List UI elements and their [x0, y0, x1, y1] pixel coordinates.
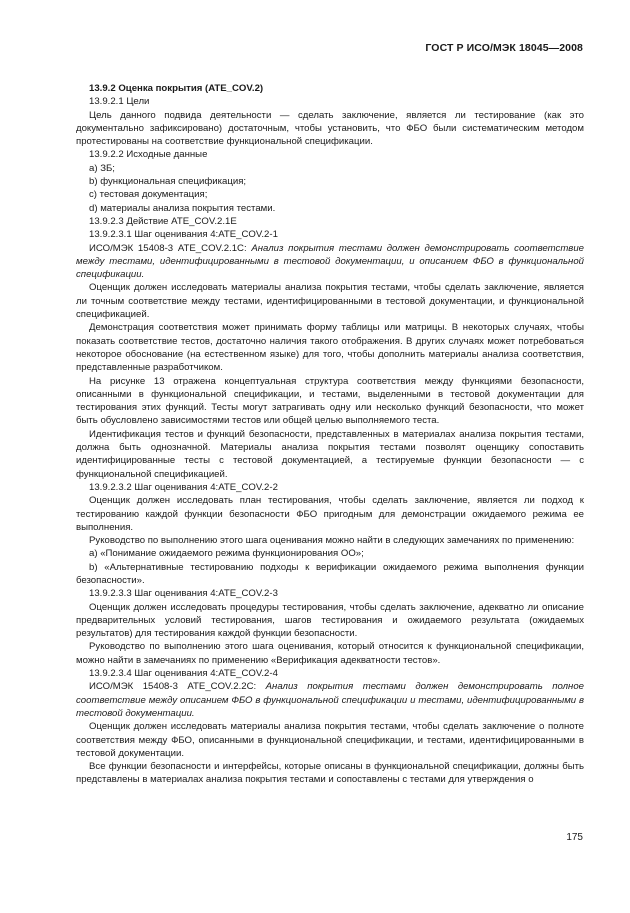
subsection-heading: 13.9.2.2 Исходные данные — [89, 149, 208, 161]
document-body — [76, 82, 584, 787]
section-title: 13.9.2 Оценка покрытия (ATE_COV.2) — [89, 83, 264, 94]
subsection-heading: 13.9.2.1 Цели — [89, 96, 150, 108]
page-number: 175 — [566, 832, 583, 843]
document-header: ГОСТ Р ИСО/МЭК 18045—2008 — [425, 42, 583, 54]
paragraph: Оценщик должен исследовать материалы анализа покрытия тестами, чтобы сделать заключение о полноте соответствия между ФБО, описанными в функциональной спецификации, и тестами, идентифицированными в тестовой документации. — [76, 721, 584, 759]
requirement-reference — [76, 680, 584, 720]
list-item: d) материалы анализа покрытия тестами. — [89, 202, 276, 214]
paragraph: Демонстрация соответствия может принимать форму таблицы или матрицы. В некоторых случаях, чтобы показать соответствие тестов, достаточно наличия такого отображения. В других случаях может потребоваться некоторое обоснование (на естественном языке) для того, чтобы дополнить материалы анализа соответствия, представленные разработчиком. — [76, 322, 584, 374]
subsection-heading: 13.9.2.3 Действие ATE_COV.2.1E — [89, 215, 237, 227]
paragraph: Оценщик должен исследовать материалы анализа покрытия тестами, чтобы сделать заключение, является ли точным соответствие между тестами, идентифицированными в тестовой документации, и функциональной спецификацией. — [76, 282, 584, 321]
subsection-heading: 13.9.2.3.2 Шаг оценивания 4:ATE_COV.2-2 — [89, 481, 278, 493]
list-item: b) функциональная спецификация; — [89, 176, 247, 188]
requirement-reference — [76, 242, 584, 282]
list-item: a) ЗБ; — [89, 162, 115, 174]
paragraph: Идентификация тестов и функций безопасности, представленных в материалах анализа покрытия тестами, должна быть однозначной. Материалы анализа покрытия тестами позволят оценщику сопоставить идентифицированные тесты с тестовой документацией, а тестируемые функции безопасности — с функциональной спецификацией. — [76, 428, 584, 480]
paragraph: Цель данного подвида деятельности — сделать заключение, является ли тестирование (как это документально зафиксировано) достаточным, чтобы установить, что ФБО были систематическим методом протестированы на соответствие функциональной спецификации. — [76, 109, 584, 148]
list-item: a) «Понимание ожидаемого режима функционирования ОО»; — [89, 548, 364, 560]
reference-text: Анализ покрытия тестами должен демонстрировать соответствие между тестами, идентифицированными в тестовой документации, и описанием ФБО в функциональной спецификации. — [76, 242, 584, 281]
list-item: b) «Альтернативные тестированию подходы к верификации ожидаемого режима выполнения функции безопасности». — [76, 561, 584, 586]
list-item: c) тестовая документация; — [89, 189, 208, 201]
paragraph: Руководство по выполнению этого шага оценивания, который относится к функциональной спецификации, можно найти в замечаниях по применению «Верификация адекватности тестов». — [76, 641, 584, 666]
subsection-heading: 13.9.2.3.4 Шаг оценивания 4:ATE_COV.2-4 — [89, 668, 278, 680]
paragraph: На рисунке 13 отражена концептуальная структура соответствия между функциями безопасности, описанными в функциональной спецификации, и тестами, выделенными в тестовой документации для тестирования этих функций. Тесты могут затрагивать одну или несколько функций безопасности, что может быть обусловлено зависимостями тестов или общей целью выполняемого теста. — [76, 375, 584, 427]
reference-id: ИСО/МЭК 15408-3 ATE_COV.2.2C: — [89, 681, 257, 693]
paragraph: Оценщик должен исследовать план тестирования, чтобы сделать заключение, является ли подход к тестированию каждой функции безопасности ФБО пригодным для демонстрации ожидаемого режима ее выполнения. — [76, 495, 584, 533]
reference-text: Анализ покрытия тестами должен демонстрировать полное соответствие между описанием ФБО в функциональной спецификации и тестами, идентифицированными в тестовой документации. — [76, 681, 585, 719]
subsection-heading: 13.9.2.3.1 Шаг оценивания 4:ATE_COV.2-1 — [89, 229, 278, 241]
paragraph: Все функции безопасности и интерфейсы, которые описаны в функциональной спецификации, должны быть представлены в материалах анализа покрытия тестами и сопоставлены с тестами для утверждения о — [76, 761, 584, 786]
subsection-heading: 13.9.2.3.3 Шаг оценивания 4:ATE_COV.2-3 — [89, 588, 278, 600]
reference-id: ИСО/МЭК 15408-3 ATE_COV.2.1C: — [89, 242, 247, 254]
paragraph: Оценщик должен исследовать процедуры тестирования, чтобы сделать заключение, адекватно ли описание предварительных условий тестирования, шагов тестирования и ожидаемого результата (ожидаемых результатов) для тестирования каждой функции безопасности. — [76, 601, 584, 640]
paragraph: Руководство по выполнению этого шага оценивания можно найти в следующих замечаниях по применению: — [89, 535, 575, 547]
